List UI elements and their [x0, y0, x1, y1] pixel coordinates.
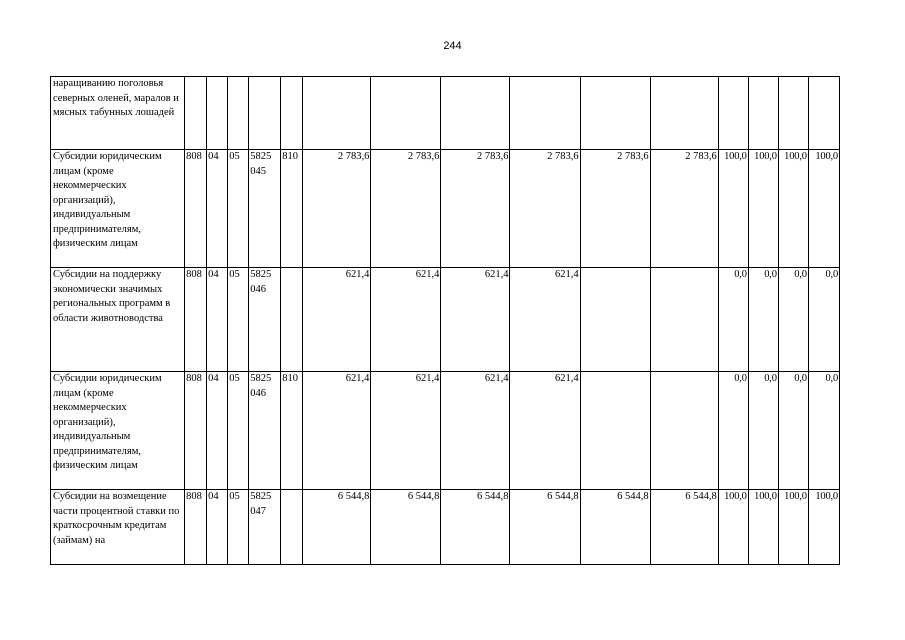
- percent-cell: 100,0: [748, 150, 778, 268]
- percent-cell: 0,0: [778, 372, 808, 490]
- table-row: [51, 77, 840, 150]
- code-subsection: 05: [228, 150, 249, 268]
- code-subsection: [228, 77, 249, 150]
- percent-cell: 0,0: [748, 372, 778, 490]
- value-cell: 621,4: [303, 268, 371, 372]
- percent-cell: [808, 77, 839, 150]
- code-section: 04: [207, 150, 228, 268]
- code-subsection: 05: [228, 372, 249, 490]
- row-name: Субсидии на поддержку экономически значимых региональных программ в области животноводства: [51, 268, 185, 372]
- percent-cell: 100,0: [718, 490, 748, 565]
- table-row: [51, 372, 840, 490]
- code-ministry: 808: [185, 268, 207, 372]
- code-expense-type: [281, 268, 303, 372]
- code-target: 5825 045: [249, 150, 281, 268]
- code-target: 5825 047: [249, 490, 281, 565]
- value-cell: 621,4: [371, 268, 441, 372]
- value-cell: 621,4: [441, 268, 510, 372]
- value-cell: 621,4: [441, 372, 510, 490]
- value-cell: [371, 77, 441, 150]
- percent-cell: [718, 77, 748, 150]
- value-cell: 621,4: [510, 372, 580, 490]
- code-section: 04: [207, 268, 228, 372]
- percent-cell: [748, 77, 778, 150]
- table-row: [51, 490, 840, 565]
- percent-cell: 0,0: [778, 268, 808, 372]
- code-ministry: 808: [185, 372, 207, 490]
- code-ministry: [185, 77, 207, 150]
- code-subsection: 05: [228, 490, 249, 565]
- percent-cell: 100,0: [748, 490, 778, 565]
- code-ministry: 808: [185, 150, 207, 268]
- percent-cell: 0,0: [808, 268, 839, 372]
- code-subsection: 05: [228, 268, 249, 372]
- code-section: [207, 77, 228, 150]
- value-cell: 6 544,8: [303, 490, 371, 565]
- value-cell: 2 783,6: [580, 150, 650, 268]
- value-cell: 6 544,8: [371, 490, 441, 565]
- value-cell: 6 544,8: [580, 490, 650, 565]
- value-cell: [580, 268, 650, 372]
- value-cell: [303, 77, 371, 150]
- percent-cell: [778, 77, 808, 150]
- code-section: 04: [207, 372, 228, 490]
- percent-cell: 100,0: [808, 150, 839, 268]
- value-cell: [650, 77, 718, 150]
- value-cell: [580, 77, 650, 150]
- value-cell: 2 783,6: [441, 150, 510, 268]
- code-target: 5825 046: [249, 268, 281, 372]
- value-cell: [580, 372, 650, 490]
- row-name: Субсидии юридическим лицам (кроме некоммерческих организаций), индивидуальным предпринимателям, физическим лицам: [51, 150, 185, 268]
- value-cell: 621,4: [510, 268, 580, 372]
- row-name: Субсидии юридическим лицам (кроме некоммерческих организаций), индивидуальным предпринимателям, физическим лицам: [51, 372, 185, 490]
- code-expense-type: 810: [281, 150, 303, 268]
- value-cell: 6 544,8: [441, 490, 510, 565]
- value-cell: 621,4: [371, 372, 441, 490]
- row-name: наращиванию поголовья северных оленей, маралов и мясных табунных лошадей: [51, 77, 185, 150]
- percent-cell: 0,0: [718, 268, 748, 372]
- table-row: [51, 150, 840, 268]
- value-cell: 2 783,6: [371, 150, 441, 268]
- table-row: [51, 268, 840, 372]
- percent-cell: 0,0: [808, 372, 839, 490]
- value-cell: 6 544,8: [650, 490, 718, 565]
- row-name: Субсидии на возмещение части процентной ставки по краткосрочным кредитам (займам) на: [51, 490, 185, 565]
- value-cell: [650, 372, 718, 490]
- percent-cell: 0,0: [718, 372, 748, 490]
- budget-table: [50, 76, 840, 565]
- percent-cell: 100,0: [778, 490, 808, 565]
- code-ministry: 808: [185, 490, 207, 565]
- code-expense-type: [281, 490, 303, 565]
- value-cell: [441, 77, 510, 150]
- page-number: 244: [443, 40, 462, 52]
- code-target: 5825 046: [249, 372, 281, 490]
- value-cell: [650, 268, 718, 372]
- code-expense-type: 810: [281, 372, 303, 490]
- value-cell: 2 783,6: [510, 150, 580, 268]
- percent-cell: 100,0: [808, 490, 839, 565]
- percent-cell: 100,0: [778, 150, 808, 268]
- value-cell: 621,4: [303, 372, 371, 490]
- code-section: 04: [207, 490, 228, 565]
- value-cell: 2 783,6: [303, 150, 371, 268]
- percent-cell: 0,0: [748, 268, 778, 372]
- percent-cell: 100,0: [718, 150, 748, 268]
- code-expense-type: [281, 77, 303, 150]
- value-cell: 6 544,8: [510, 490, 580, 565]
- value-cell: [510, 77, 580, 150]
- value-cell: 2 783,6: [650, 150, 718, 268]
- code-target: [249, 77, 281, 150]
